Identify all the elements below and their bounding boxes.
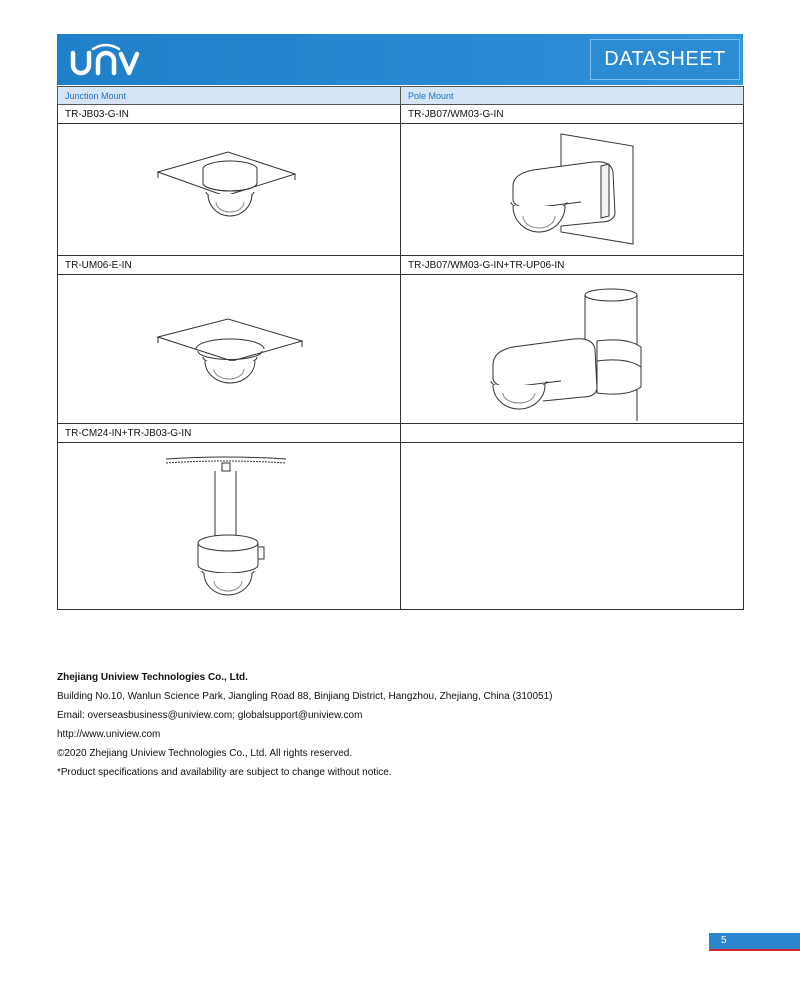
model-tr-cm24-in-tr-jb03-g-in: TR-CM24-IN+TR-JB03-G-IN [58, 424, 401, 443]
model-tr-jb07-wm03-g-in: TR-JB07/WM03-G-IN [401, 105, 744, 124]
model-tr-jb03-g-in: TR-JB03-G-IN [58, 105, 401, 124]
column-header-pole-mount: Pole Mount [401, 87, 744, 105]
table-row [58, 424, 744, 443]
model-tr-jb07-wm03-g-in-tr-up06-in: TR-JB07/WM03-G-IN+TR-UP06-IN [401, 256, 744, 275]
table-row [58, 256, 744, 275]
pole-bracket-drawing [401, 275, 744, 424]
company-website: http://www.uniview.com [57, 729, 161, 740]
empty-model-cell [401, 424, 744, 443]
empty-image-cell [401, 443, 744, 610]
table-image-row [58, 443, 744, 610]
accessories-table [57, 86, 744, 610]
company-contact [57, 668, 552, 782]
in-ceiling-mount-illustration [58, 275, 401, 423]
model-tr-um06-e-in: TR-UM06-E-IN [58, 256, 401, 275]
table-row [58, 105, 744, 124]
table-header-row [58, 87, 744, 105]
company-address: Building No.10, Wanlun Science Park, Jiangling Road 88, Binjiang District, Hangzhou, Zhejiang, China (310051) [57, 691, 553, 702]
table-image-row [58, 124, 744, 256]
column-header-junction-mount: Junction Mount [58, 87, 401, 105]
company-email: Email: overseasbusiness@uniview.com; globalsupport@uniview.com [57, 710, 363, 721]
datasheet-badge: DATASHEET [590, 39, 740, 80]
page-number-bar [709, 933, 800, 949]
ceiling-mount-drawing [58, 275, 401, 424]
page-number: 5 [721, 935, 727, 946]
table-image-row [58, 275, 744, 424]
page-header [57, 34, 743, 85]
page-accent-line [709, 949, 800, 951]
copyright: ©2020 Zhejiang Uniview Technologies Co., Ltd. All rights reserved. [57, 748, 353, 759]
pole-mount-illustration [401, 275, 744, 423]
pendant-mount-illustration [58, 443, 401, 609]
wall-bracket-illustration [401, 124, 744, 255]
junction-box-illustration [58, 124, 401, 255]
uniview-logo [65, 39, 155, 84]
company-name: Zhejiang Uniview Technologies Co., Ltd. [57, 672, 248, 683]
pole-mount-drawing [401, 124, 744, 256]
disclaimer: *Product specifications and availability are subject to change without notice. [57, 767, 392, 778]
pendant-mount-drawing [58, 443, 401, 610]
junction-mount-drawing [58, 124, 401, 256]
